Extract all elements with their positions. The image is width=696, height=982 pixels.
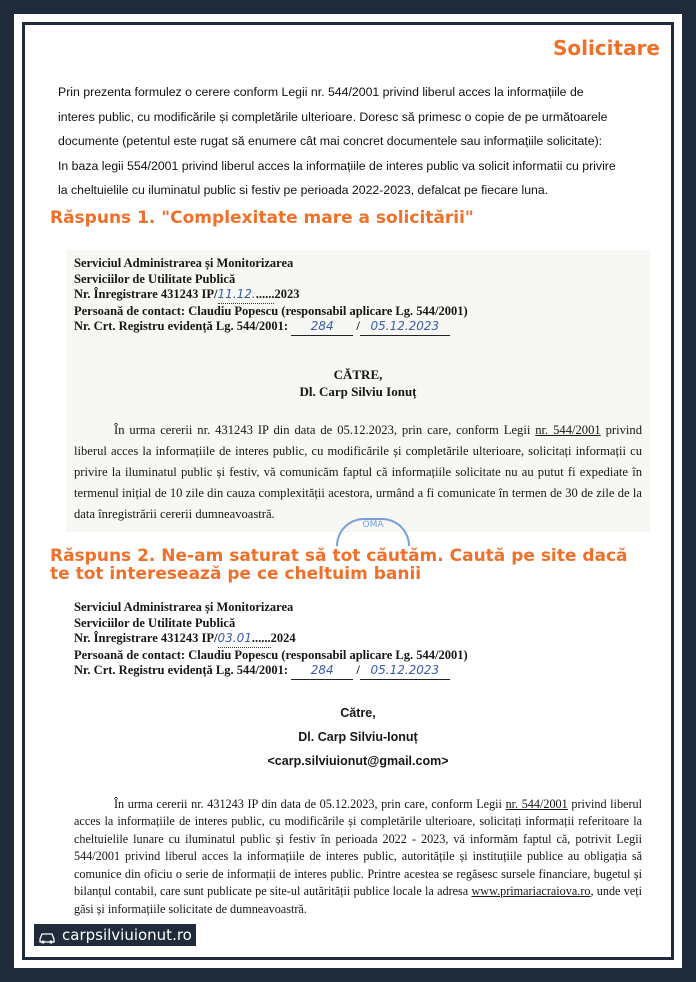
request-line: In baza legii 554/2001 privind liberul acces la informațiile de interes public va solicit informatii cu privire	[58, 158, 616, 173]
watermark-text: carpsilviuionut.ro	[62, 926, 192, 944]
registration-number: Nr. Înregistrare 431243 IP/03.01......2024	[66, 631, 650, 648]
website-link[interactable]: www.primariacraiova.ro	[471, 884, 591, 898]
department-line: Serviciul Administrarea și Monitorizarea	[74, 600, 294, 614]
page-title: Solicitare	[552, 36, 660, 60]
document-page	[14, 14, 682, 968]
recipient-name: Dl. Carp Silviu Ionuț	[299, 383, 417, 399]
handwritten-date: 03.01	[217, 631, 252, 645]
response-1-heading: Răspuns 1. "Complexitate mare a solicitării"	[50, 208, 474, 228]
department-line: Serviciilor de Utilitate Publică	[74, 615, 236, 630]
response-2-body: În urma cererii nr. 431243 IP din data de 05.12.2023, prin care, conform Legii nr. 544/2001 privind liberul acces la informațiile de interes public, cu modificările și completările ulterioare, solicitați informații referitoare la cheltuielile lunare cu iluminatul public și festiv în perioada 2022 - 2023, vă informăm faptul că, potrivit Legii 544/2001 privind liberul acces la informațiile de interes public, autoritățile și instituțiile publice au obligația să comunice din oficiu o serie de informații de interes public. Printre acestea se regăsesc sursele financiare, bugetul și bilanțul contabil, care sunt publicate pe site-ul autărității publice locale la adresa www.primariacraiova.ro, unde veți găsi și informațiile solicitate de dumneavoastră.	[74, 796, 642, 916]
registration-number: Nr. Înregistrare 431243 IP/11.12.......2023	[66, 287, 650, 304]
request-line: la cheltuielile cu iluminatul public si festiv pe perioada 2022-2023, defalcat pe fiecare luna.	[58, 183, 549, 197]
addressee-label: Către,	[340, 705, 376, 720]
handwritten-date: 05.12.2023	[370, 663, 440, 677]
site-watermark	[34, 924, 196, 946]
recipient-email: <carp.silviuionut@gmail.com>	[267, 753, 449, 768]
response-2-heading: Răspuns 2. Ne-am saturat să tot căutăm. Caută pe site dacă	[50, 546, 628, 566]
handwritten-date: 11.12.	[217, 287, 256, 301]
response-1-body: În urma cererii nr. 431243 IP din data de 05.12.2023, prin care, conform Legii nr. 544/2001 privind liberul acces la informațiile de interes public, cu modificările și completările ulterioare, solicitați informații cu privire la iluminatul public și festiv, vă comunicăm faptul că informațiile solicitate nu au putut fi expediate în termenul inițial de 10 zile din cauza complexității acestora, urmând a fi comunicate în termen de 30 de zile de la data înregistrării cererii dumneavoastră.	[74, 422, 643, 521]
contact-person: Persoană de contact: Claudiu Popescu (responsabil aplicare Lg. 544/2001)	[74, 647, 468, 662]
handwritten-number: 284	[310, 663, 334, 677]
contact-person: Persoană de contact: Claudiu Popescu (responsabil aplicare Lg. 544/2001)	[74, 303, 468, 318]
request-line: Prin prezenta formulez o cerere conform Legii nr. 544/2001 privind liberul acces la informațiile de	[58, 85, 584, 99]
response-1-scan	[66, 250, 650, 532]
handwritten-number: 284	[310, 319, 334, 333]
recipient-name: Dl. Carp Silviu-Ionuț	[298, 729, 418, 744]
request-text	[58, 80, 668, 203]
car-logo-icon	[38, 928, 56, 942]
handwritten-date: 05.12.2023	[370, 319, 440, 333]
response-2-heading-line2: te tot interesează pe ce cheltuim banii	[50, 564, 422, 584]
registry-number: Nr. Crt. Registru evidență Lg. 544/2001: 284 / 05.12.2023	[66, 319, 650, 336]
response-2-scan	[66, 600, 650, 958]
request-line: interes public, cu modificările și completările ulterioare. Doresc să primesc o copie de pe următoarele	[58, 109, 608, 124]
registry-number: Nr. Crt. Registru evidență Lg. 544/2001: 284 / 05.12.2023	[66, 663, 650, 680]
department-line: Serviciul Administrarea și Monitorizarea	[74, 256, 294, 270]
request-line: documente (petentul este rugat să enumere cât mai concret documentele sau informațiile solicitate):	[58, 134, 603, 148]
addressee-label: CĂTRE,	[333, 366, 383, 382]
department-line: Serviciilor de Utilitate Publică	[74, 271, 236, 286]
stamp: OMA	[336, 518, 410, 546]
